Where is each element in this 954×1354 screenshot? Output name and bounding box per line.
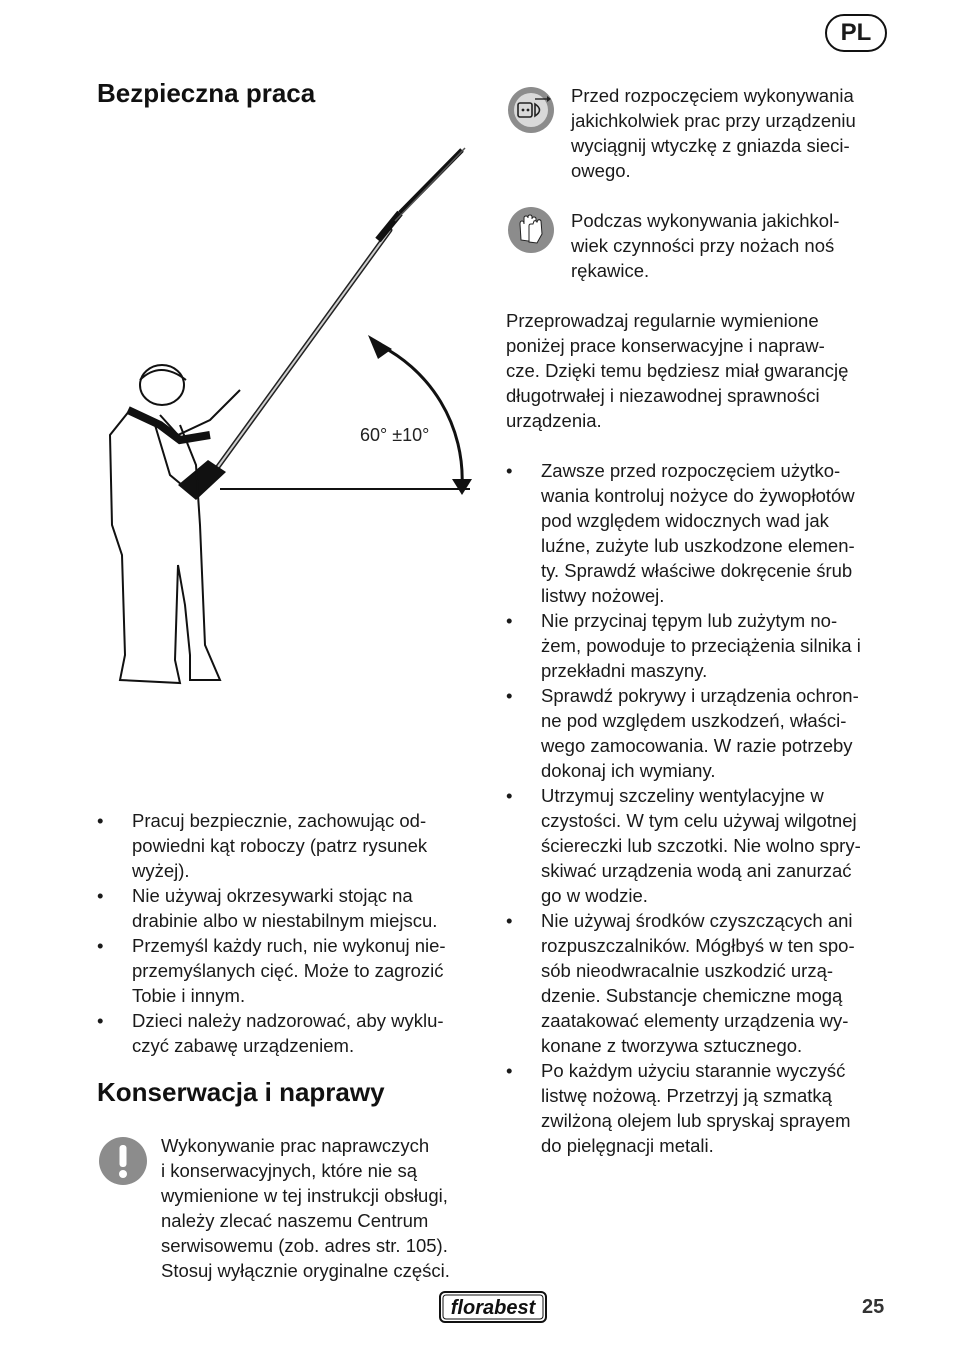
bullet-text: Nie używaj okrzesywarki stojąc na drabinie albo w niestabilnym miejscu. bbox=[132, 885, 438, 931]
list-item: • Utrzymuj szczeliny wentylacyjne w czystości. W tym celu używaj wilgotnej ściereczki lub szczotki. Nie wolno spry- skiwać urządzenia wodą ani zanurzać go w wodzie. bbox=[506, 785, 861, 906]
angle-label: 60° ±10° bbox=[360, 425, 430, 445]
section-heading-safe-work: Bezpieczna praca bbox=[97, 78, 316, 108]
exclamation-icon bbox=[98, 1136, 148, 1186]
section-heading-maintenance: Konserwacja i naprawy bbox=[97, 1077, 385, 1107]
list-item: • Przemyśl każdy ruch, nie wykonuj nie- przemyślanych cięć. Może to zagrozić Tobie i innym. bbox=[97, 935, 446, 1006]
bullet-text: Po każdym użyciu starannie wyczyść listwę nożową. Przetrzyj ją szmatką zwilżoną olejem lub spryskaj sprayem do pielęgnacji metali. bbox=[541, 1060, 851, 1156]
language-code: PL bbox=[840, 19, 872, 46]
gloves-instruction: Podczas wykonywania jakichkol- wiek czynności przy nożach noś rękawice. bbox=[571, 210, 840, 281]
language-badge bbox=[825, 14, 887, 52]
list-item: • Nie używaj okrzesywarki stojąc na drabinie albo w niestabilnym miejscu. bbox=[97, 885, 438, 931]
maintenance-bullet-list bbox=[506, 458, 901, 1158]
bullet-text: Dzieci należy nadzorować, aby wyklu- czyć zabawę urządzeniem. bbox=[132, 1010, 444, 1056]
list-item: • Po każdym użyciu starannie wyczyść listwę nożową. Przetrzyj ją szmatką zwilżoną olejem lub spryskaj sprayem do pielęgnacji metali. bbox=[506, 1060, 851, 1156]
bullet-text: Zawsze przed rozpoczęciem użytko- wania kontroluj nożyce do żywopłotów pod względem widocznych wad jak luźne, zużyte lub uszkodzone elemen- ty. Sprawdź właściwe dokręcenie śrub listwy nożowej. bbox=[541, 460, 855, 606]
list-item: • Pracuj bezpiecznie, zachowując od- powiedni kąt roboczy (patrz rysunek wyżej). bbox=[97, 810, 428, 881]
bullet-text: Przemyśl każdy ruch, nie wykonuj nie- przemyślanych cięć. Może to zagrozić Tobie i innym. bbox=[132, 935, 446, 1006]
florabest-logo bbox=[438, 1286, 548, 1326]
list-item: • Sprawdź pokrywy i urządzenia ochron- ne pod względem uszkodzeń, właści- wego zamocowania. W razie potrzeby dokonaj ich wymiany. bbox=[506, 685, 859, 781]
list-item: • Nie używaj środków czyszczących ani rozpuszczalników. Mógłbyś w ten spo- sób nieodwracalnie uszkodzić urzą- dzenie. Substancje chemiczne mogą zaatakować elementy urządzenia wy- konane z tworzywa sztucznego. bbox=[506, 910, 855, 1056]
unplug-instruction: Przed rozpoczęciem wykonywania jakichkolwiek prac przy urządzeniu wyciągnij wtyczkę z gniazda sieciowego. bbox=[571, 85, 856, 181]
bullet-text: Pracuj bezpiecznie, zachowując od- powiedni kąt roboczy (patrz rysunek wyżej). bbox=[132, 810, 428, 881]
maintenance-intro: Przeprowadzaj regularnie wymienione poniżej prace konserwacyjne i napraw- cze. Dzięki temu będziesz miał gwarancję długotrwałej i niezawodnej sprawności urządzenia. bbox=[506, 310, 849, 431]
page-number: 25 bbox=[862, 1296, 885, 1318]
plug-icon bbox=[507, 86, 555, 134]
bullet-text: Nie przycinaj tępym lub zużytym no- żem, powoduje to przeciążenia silnika i przekładni maszyny. bbox=[541, 610, 861, 681]
gloves-icon bbox=[507, 206, 555, 254]
list-item: • Nie przycinaj tępym lub zużytym no- żem, powoduje to przeciążenia silnika i przekładni maszyny. bbox=[506, 610, 861, 681]
logo-text: florabest bbox=[450, 1297, 536, 1319]
working-angle-illustration bbox=[100, 135, 480, 690]
bullet-text: Nie używaj środków czyszczących ani rozpuszczalników. Mógłbyś w ten spo- sób nieodwracalnie uszkodzić urzą- dzenie. Substancje chemiczne mogą zaatakować elementy urządzenia wy- konane z tworzywa sztucznego. bbox=[541, 910, 855, 1056]
list-item: • Zawsze przed rozpoczęciem użytko- wania kontroluj nożyce do żywopłotów pod względem widocznych wad jak luźne, zużyte lub uszkodzone elemen- ty. Sprawdź właściwe dokręcenie śrub listwy nożowej. bbox=[506, 460, 855, 606]
warning-text: Wykonywanie prac naprawczych i konserwacyjnych, które nie są wymienione w tej instrukcji obsługi, należy zlecać naszemu Centrum serwisowemu (zob. adres str. 105). Stosuj wyłącznie oryginalne części. bbox=[161, 1135, 450, 1281]
bullet-text: Utrzymuj szczeliny wentylacyjne w czystości. W tym celu używaj wilgotnej ściereczki lub szczotki. Nie wolno spry- skiwać urządzenia wodą ani zanurzać go w wodzie. bbox=[541, 785, 861, 906]
safety-bullet-list bbox=[97, 808, 487, 1058]
bullet-text: Sprawdź pokrywy i urządzenia ochron- ne pod względem uszkodzeń, właści- wego zamocowania. W razie potrzeby dokonaj ich wymiany. bbox=[541, 685, 859, 781]
list-item: • Dzieci należy nadzorować, aby wyklu- czyć zabawę urządzeniem. bbox=[97, 1010, 444, 1056]
